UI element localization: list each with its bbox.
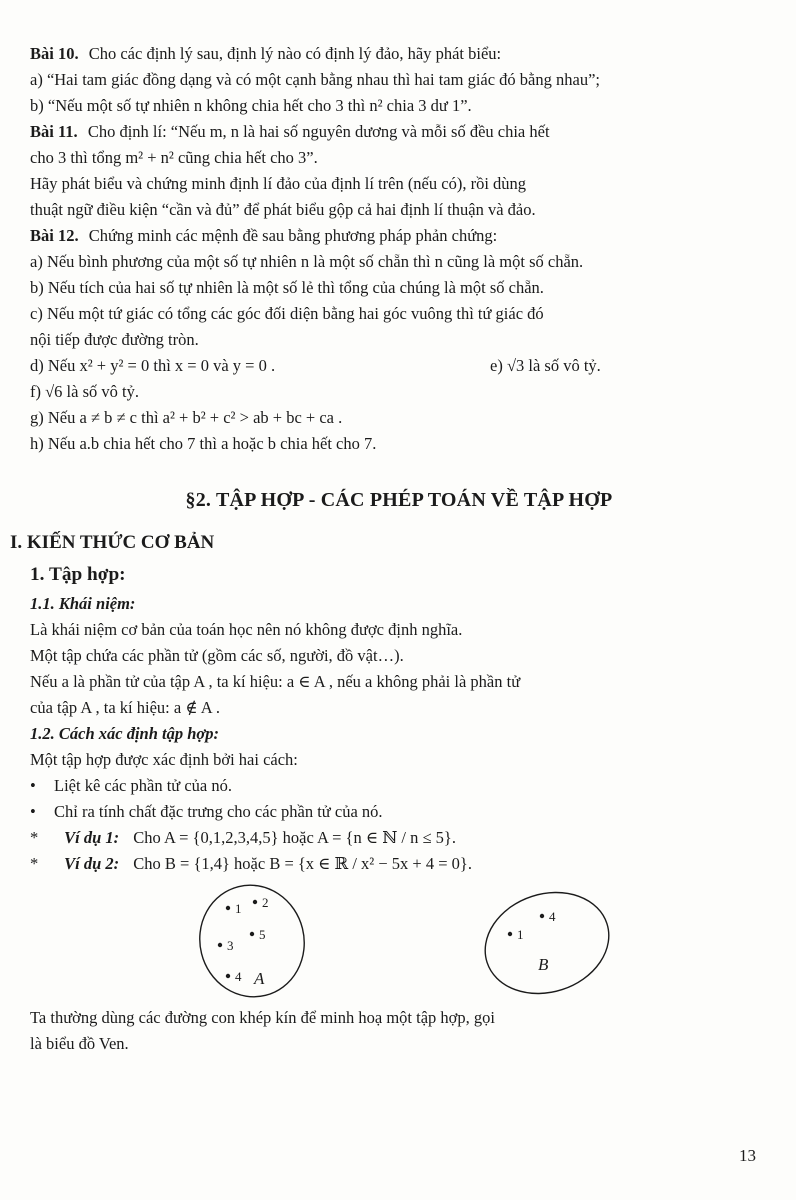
set-b-label: B — [538, 955, 549, 974]
bullet-item-1-text: Liệt kê các phần tử của nó. — [54, 776, 232, 795]
venn-caption-line1: Ta thường dùng các đường con khép kín để minh hoạ một tập hợp, gọi — [30, 1008, 495, 1027]
venn-diagram-container — [150, 880, 768, 1008]
set-a-point-dot — [226, 974, 230, 978]
problem-12-item-c-line1: c) Nếu một tứ giác có tổng các góc đối diện bằng hai góc vuông thì tứ giác đó — [30, 304, 544, 323]
set-b-point-dot — [508, 932, 512, 936]
problem-11-label: Bài 11. — [30, 122, 78, 141]
set-a-label: A — [254, 969, 265, 988]
example-1-text: Cho A = {0,1,2,3,4,5} hoặc A = {n ∈ ℕ / n ≤ 5}. — [133, 828, 456, 847]
problem-10-item-a: a) “Hai tam giác đồng dạng và có một cạnh bằng nhau thì hai tam giác đó bằng nhau”; — [30, 70, 600, 89]
page-number: 13 — [739, 1146, 756, 1165]
problem-12-heading — [30, 226, 768, 245]
set-b-point-dot — [540, 914, 544, 918]
section-2-heading: §2. TẬP HỢP - CÁC PHÉP TOÁN VỀ TẬP HỢP — [185, 489, 613, 511]
venn-caption-line2: là biểu đồ Ven. — [30, 1034, 129, 1053]
bullet-item-1 — [30, 776, 768, 795]
bullet-icon: • — [30, 776, 36, 795]
set-a-point-dot — [253, 900, 257, 904]
problem-12-item-e: e) √3 là số vô tỷ. — [490, 356, 601, 375]
problem-12-intro: Chứng minh các mệnh đề sau bằng phương pháp phản chứng: — [88, 226, 498, 245]
set-a-point-label: 1 — [235, 901, 242, 916]
problem-12-label: Bài 12. — [30, 226, 79, 245]
example-2-text: Cho B = {1,4} hoặc B = {x ∈ ℝ / x² − 5x + 4 = 0}. — [133, 854, 472, 873]
star-bullet-icon: * — [30, 828, 39, 847]
problem-12-item-d-e-row — [30, 356, 768, 375]
problem-11-line1: Cho định lí: “Nếu m, n là hai số nguyên dương và mỗi số đều chia hết — [87, 122, 550, 141]
example-2-line — [30, 854, 768, 873]
khai-niem-line1: Là khái niệm cơ bản của toán học nên nó không được định nghĩa. — [30, 620, 463, 639]
khai-niem-line3: Nếu a là phần tử của tập A , ta kí hiệu: a ∈ A , nếu a không phải là phần tử — [30, 672, 521, 691]
problem-11-line3: Hãy phát biểu và chứng minh định lí đảo của định lí trên (nếu có), rồi dùng — [30, 174, 527, 193]
problem-11-line2: cho 3 thì tổng m² + n² cũng chia hết cho 3”. — [30, 148, 318, 167]
example-1-label: Ví dụ 1: — [64, 828, 120, 847]
set-a-point-label: 2 — [262, 895, 269, 910]
khai-niem-line2: Một tập chứa các phần tử (gồm các số, người, đồ vật…). — [30, 646, 404, 665]
venn-diagram — [150, 880, 650, 1008]
set-a-point-label: 4 — [235, 969, 242, 984]
problem-12-item-d: d) Nếu x² + y² = 0 thì x = 0 và y = 0 . — [30, 356, 276, 375]
problem-12-item-a: a) Nếu bình phương của một số tự nhiên n là một số chẵn thì n cũng là một số chẵn. — [30, 252, 584, 271]
example-2-label: Ví dụ 2: — [64, 854, 120, 873]
problem-10-label: Bài 10. — [30, 44, 79, 63]
example-1-line — [30, 828, 768, 847]
problem-10-item-b: b) “Nếu một số tự nhiên n không chia hết cho 3 thì n² chia 3 dư 1”. — [30, 96, 472, 115]
sub-1-2-heading: 1.2. Cách xác định tập hợp: — [30, 724, 220, 743]
problem-12-item-f: f) √6 là số vô tỷ. — [30, 382, 139, 401]
bullet-item-2 — [30, 802, 768, 821]
set-b-point-label: 1 — [517, 927, 524, 942]
problem-11-line4: thuật ngữ điều kiện “cần và đủ” để phát biểu gộp cả hai định lí thuận và đảo. — [30, 200, 536, 219]
bullet-icon: • — [30, 802, 36, 821]
problem-10-intro: Cho các định lý sau, định lý nào có định lý đảo, hãy phát biểu: — [88, 44, 502, 63]
part-i-heading: I. KIẾN THỨC CƠ BẢN — [10, 532, 215, 553]
star-bullet-icon: * — [30, 854, 39, 873]
problem-12-item-g: g) Nếu a ≠ b ≠ c thì a² + b² + c² > ab + bc + ca . — [30, 408, 343, 427]
problem-12-item-h: h) Nếu a.b chia hết cho 7 thì a hoặc b chia hết cho 7. — [30, 434, 377, 453]
set-a-point-label: 5 — [259, 927, 266, 942]
problem-12-item-c-line2: nội tiếp được đường tròn. — [30, 330, 199, 349]
sub-1-1-heading: 1.1. Khái niệm: — [30, 594, 136, 613]
set-a-point-dot — [218, 943, 222, 947]
problem-12-item-b: b) Nếu tích của hai số tự nhiên là một số lẻ thì tổng của chúng là một số chẵn. — [30, 278, 544, 297]
set-a-point-dot — [226, 906, 230, 910]
item-1-heading: 1. Tập hợp: — [30, 564, 126, 585]
set-a-ellipse — [188, 880, 316, 1008]
set-b-point-label: 4 — [549, 909, 556, 924]
khai-niem-line4: của tập A , ta kí hiệu: a ∉ A . — [30, 698, 221, 717]
set-a-point-label: 3 — [227, 938, 234, 953]
set-b-ellipse — [472, 880, 622, 1008]
problem-11-heading — [30, 122, 768, 141]
set-a-point-dot — [250, 932, 254, 936]
bullet-item-2-text: Chỉ ra tính chất đặc trưng cho các phần tử của nó. — [54, 802, 383, 821]
problem-10-heading — [30, 44, 768, 63]
cach-xac-dinh-intro: Một tập hợp được xác định bởi hai cách: — [30, 750, 298, 769]
